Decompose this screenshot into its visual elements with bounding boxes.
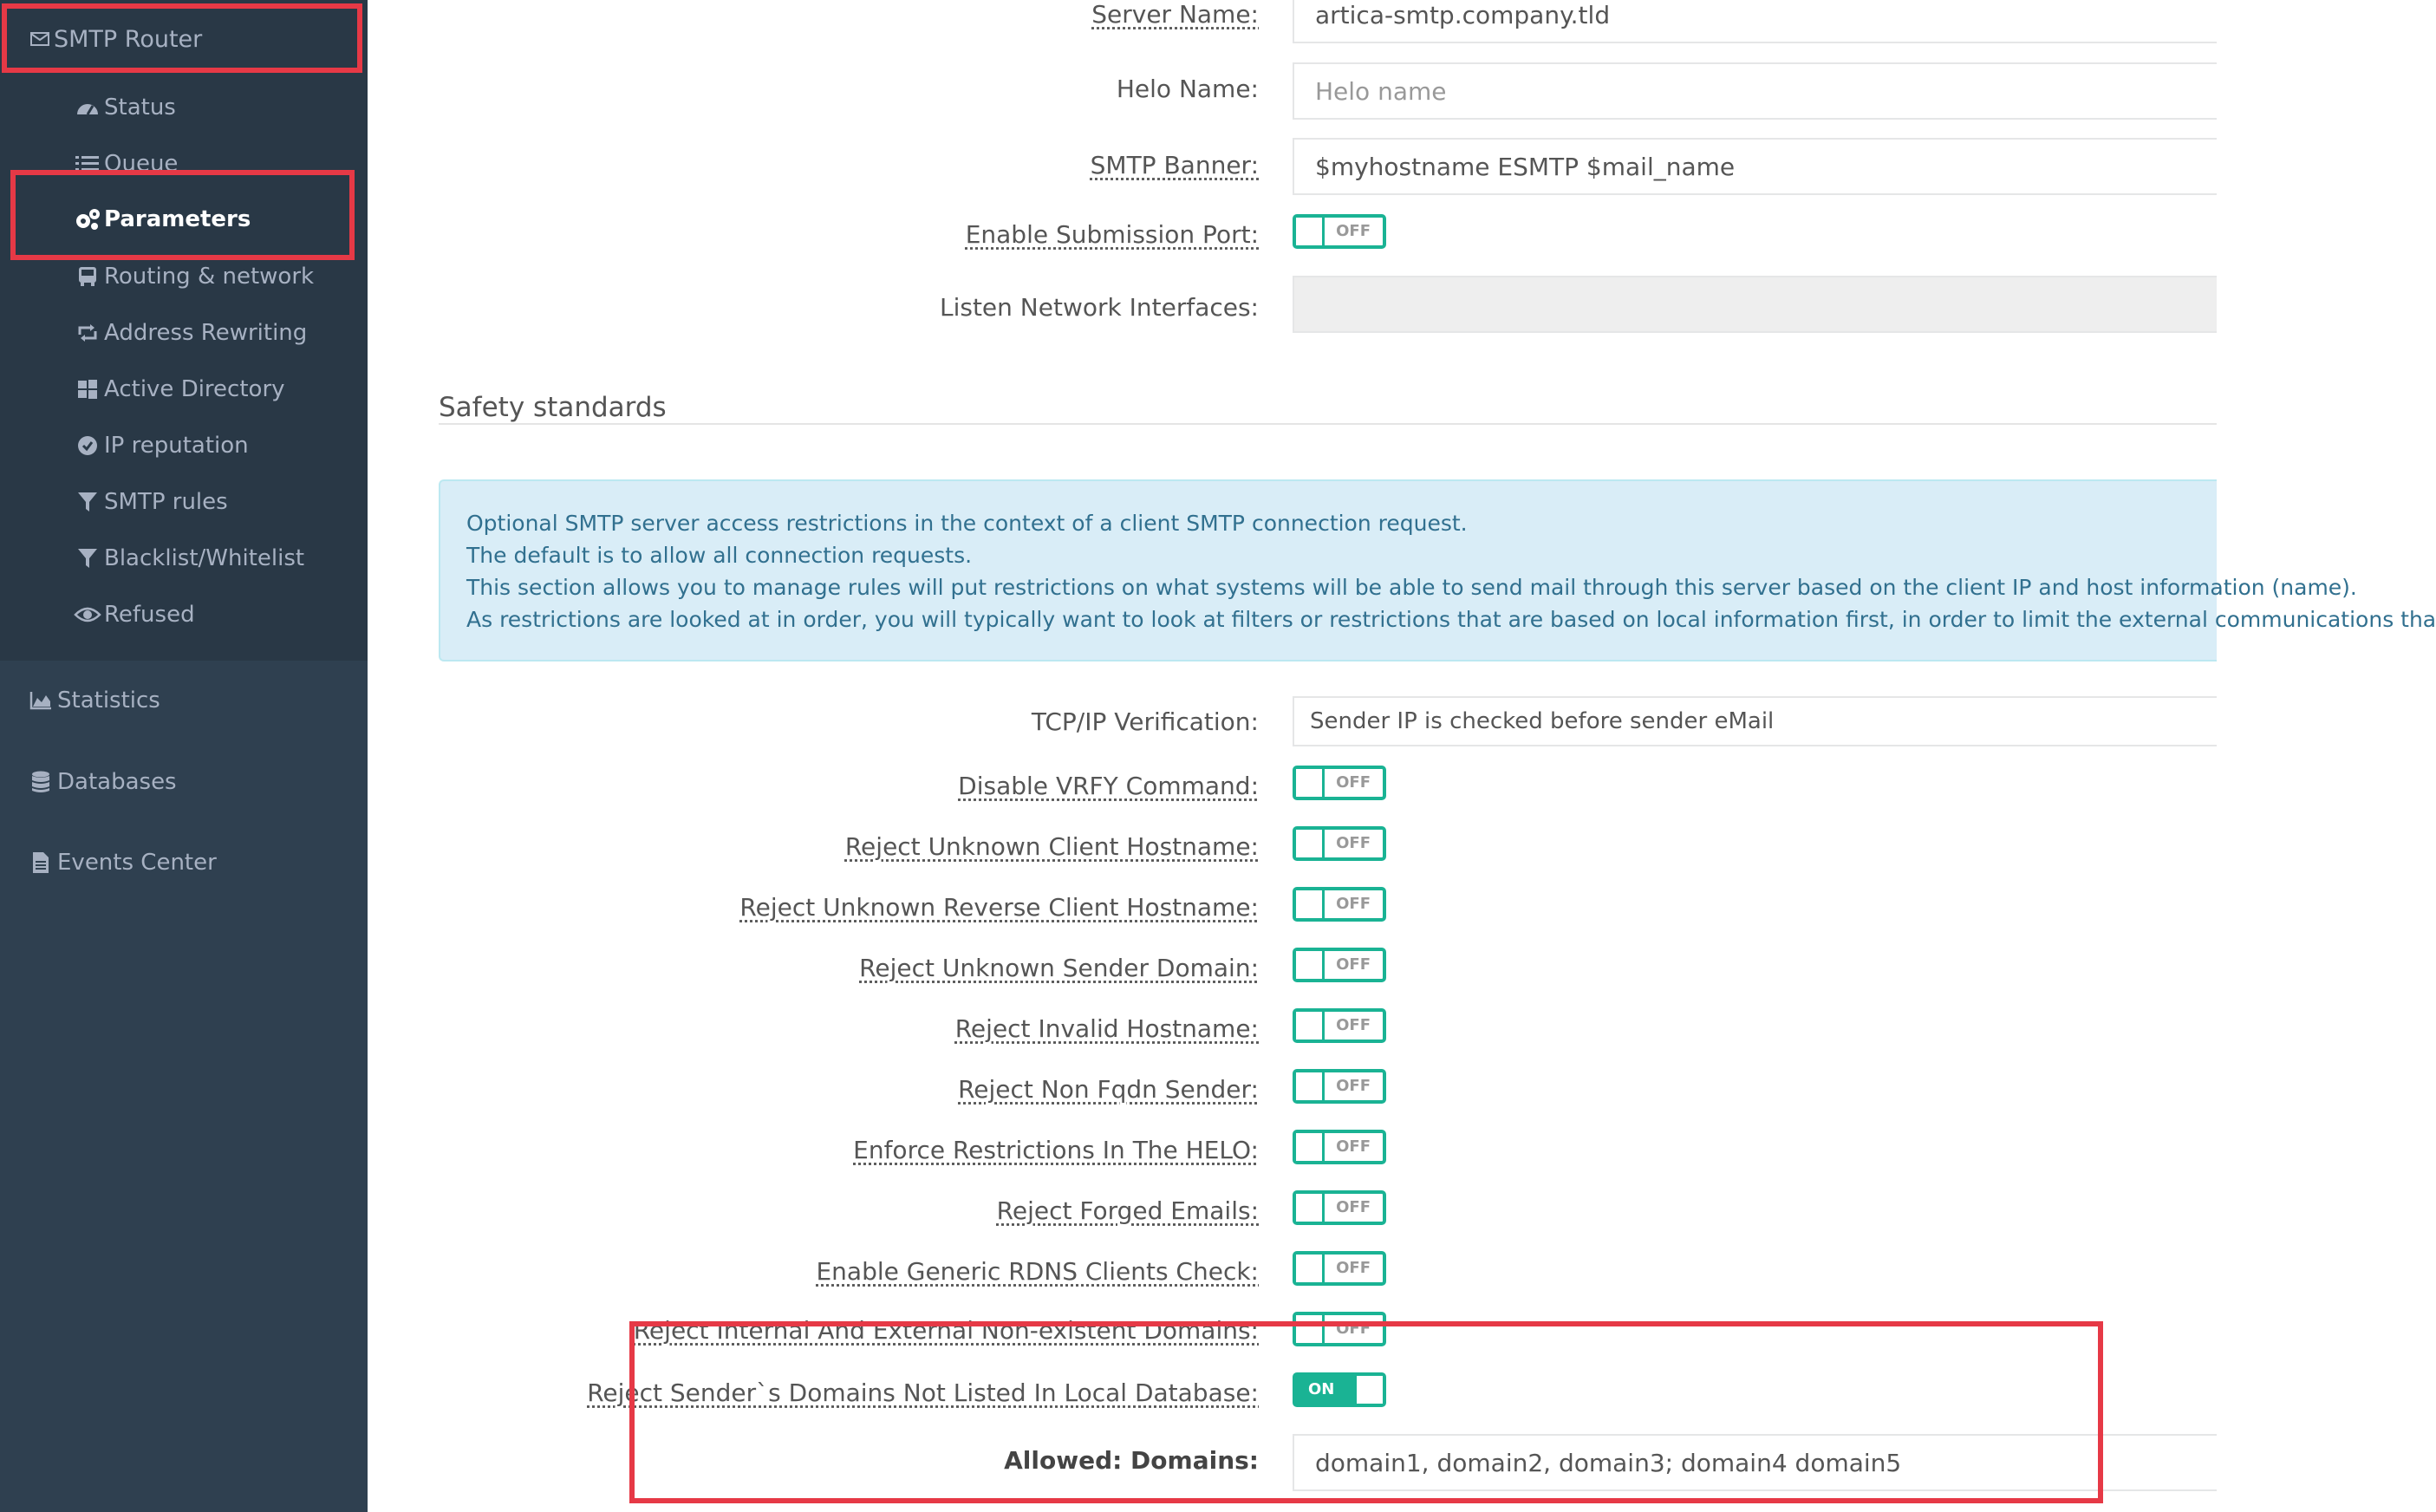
smtp-banner-input[interactable]: $myhostname ESMTP $mail_name <box>1293 138 2217 195</box>
sidebar-item-label: Parameters <box>104 206 251 232</box>
toggle-knob <box>1296 1133 1325 1161</box>
sidebar-item-statistics[interactable] <box>0 675 368 727</box>
sidebar <box>0 0 368 1512</box>
toggle-label: Reject Internal And External Non-existent Domains: <box>633 1316 1259 1345</box>
toggle-label: Reject Forged Emails: <box>996 1196 1259 1225</box>
sidebar-item-label: SMTP rules <box>104 489 228 515</box>
sidebar-item-databases[interactable] <box>0 756 368 808</box>
toggle-state: OFF <box>1336 1198 1371 1216</box>
sidebar-item-label: Queue <box>104 151 179 177</box>
sidebar-item-label: Events Center <box>57 850 217 876</box>
toggle-knob <box>1296 1315 1325 1343</box>
toggle-label: Reject Unknown Reverse Client Hostname: <box>739 893 1259 922</box>
filter-icon <box>75 546 101 570</box>
reject-invalid-hostname-toggle[interactable] <box>1293 1008 1386 1043</box>
reject-nonexistent-domains-toggle[interactable] <box>1293 1312 1386 1346</box>
sidebar-item-address-rewriting[interactable] <box>0 307 368 359</box>
info-line: Optional SMTP server access restrictions in the context of a client SMTP connection request. <box>466 511 1468 536</box>
sidebar-item-status[interactable] <box>0 81 368 134</box>
enforce-helo-restrictions-toggle[interactable] <box>1293 1130 1386 1164</box>
reject-unknown-sender-domain-toggle[interactable] <box>1293 948 1386 982</box>
submission-port-toggle[interactable] <box>1293 214 1386 249</box>
toggle-knob <box>1296 1072 1325 1100</box>
sidebar-item-label: Address Rewriting <box>104 320 308 346</box>
database-icon <box>29 771 52 793</box>
toggle-state: OFF <box>1336 1016 1371 1034</box>
toggle-label: Reject Unknown Sender Domain: <box>859 954 1259 982</box>
sidebar-item-active-directory[interactable] <box>0 363 368 415</box>
sidebar-item-routing-network[interactable] <box>0 251 368 303</box>
file-icon <box>29 851 52 874</box>
toggle-knob <box>1296 218 1325 245</box>
sidebar-item-label: IP reputation <box>104 433 249 459</box>
listen-interfaces-label: Listen Network Interfaces: <box>939 293 1259 322</box>
section-divider <box>439 423 2217 425</box>
reject-unlisted-sender-domains-toggle[interactable] <box>1293 1372 1386 1407</box>
filter-icon <box>75 490 101 514</box>
sidebar-item-label: Blacklist/Whitelist <box>104 545 305 571</box>
toggle-label: Reject Non Fqdn Sender: <box>958 1075 1259 1104</box>
allowed-domains-input[interactable]: domain1, domain2, domain3; domain4 domain5 <box>1293 1434 2217 1491</box>
toggle-knob <box>1296 830 1325 857</box>
sidebar-item-label: Routing & network <box>104 264 315 290</box>
toggle-label: Reject Invalid Hostname: <box>954 1014 1259 1043</box>
sidebar-item-smtp-rules[interactable] <box>0 476 368 528</box>
retweet-icon <box>75 321 101 345</box>
info-line: As restrictions are looked at in order, you will typically want to look at filters or restrictions that are based on local information first, in order to limit the external communications tha <box>466 607 2436 632</box>
toggle-knob <box>1296 1255 1325 1282</box>
certificate-icon <box>75 433 101 458</box>
toggle-state: OFF <box>1336 895 1371 913</box>
toggle-knob <box>1296 1194 1325 1222</box>
server-name-input[interactable]: artica-smtp.company.tld <box>1293 0 2217 43</box>
area-chart-icon <box>29 689 52 712</box>
info-line: The default is to allow all connection requests. <box>466 543 973 568</box>
submission-port-label: Enable Submission Port: <box>965 220 1259 249</box>
toggle-label: Disable VRFY Command: <box>958 772 1259 800</box>
toggle-state: OFF <box>1336 1259 1371 1277</box>
dashboard-icon <box>75 95 101 120</box>
toggle-knob <box>1296 890 1325 918</box>
generic-rdns-check-toggle[interactable] <box>1293 1251 1386 1286</box>
allowed-domains-label: Allowed: Domains: <box>1004 1446 1259 1475</box>
toggle-knob <box>1296 769 1325 797</box>
sidebar-item-smtp-router[interactable] <box>0 0 368 78</box>
toggle-state: OFF <box>1336 1077 1371 1095</box>
eye-icon <box>75 603 101 627</box>
toggle-knob <box>1296 1012 1325 1040</box>
sidebar-expanded-section <box>0 0 368 661</box>
toggle-label: Reject Sender`s Domains Not Listed In Local Database: <box>587 1378 1259 1407</box>
bus-icon <box>75 264 101 289</box>
info-line: This section allows you to manage rules will put restrictions on what systems will be able to send mail through this server based on the client IP and host information (name). <box>466 575 2357 600</box>
section-title: Safety standards <box>439 392 667 423</box>
toggle-state: OFF <box>1336 1320 1371 1338</box>
reject-unknown-reverse-client-hostname-toggle[interactable] <box>1293 887 1386 922</box>
sidebar-item-label: Status <box>104 94 176 121</box>
sidebar-item-label: Databases <box>57 769 177 795</box>
windows-icon <box>75 377 101 401</box>
tcpip-verification-select[interactable]: Sender IP is checked before sender eMail <box>1293 696 2217 746</box>
sidebar-item-refused[interactable] <box>0 589 368 641</box>
toggle-knob <box>1354 1376 1383 1404</box>
sidebar-item-queue[interactable] <box>0 138 368 190</box>
gears-icon <box>75 207 101 231</box>
toggle-knob <box>1296 951 1325 979</box>
toggle-state: OFF <box>1336 955 1371 974</box>
helo-name-label: Helo Name: <box>1116 75 1259 103</box>
toggle-state: OFF <box>1336 773 1371 792</box>
list-icon <box>75 152 101 176</box>
reject-unknown-client-hostname-toggle[interactable] <box>1293 826 1386 861</box>
smtp-banner-label: SMTP Banner: <box>1090 151 1259 179</box>
reject-forged-emails-toggle[interactable] <box>1293 1190 1386 1225</box>
sidebar-item-label: SMTP Router <box>54 25 203 53</box>
sidebar-item-parameters[interactable] <box>0 193 368 245</box>
helo-name-input[interactable]: Helo name <box>1293 62 2217 120</box>
toggle-label: Enable Generic RDNS Clients Check: <box>816 1257 1259 1286</box>
toggle-state: OFF <box>1336 834 1371 852</box>
envelope-icon <box>29 29 50 49</box>
sidebar-item-events-center[interactable] <box>0 837 368 889</box>
sidebar-item-ip-reputation[interactable] <box>0 420 368 472</box>
disable-vrfy-toggle[interactable] <box>1293 766 1386 800</box>
listen-interfaces-input[interactable] <box>1293 276 2217 333</box>
info-alert <box>439 479 2436 662</box>
toggle-state: OFF <box>1336 222 1371 240</box>
tcpip-verification-label: TCP/IP Verification: <box>1031 707 1259 736</box>
sidebar-item-label: Statistics <box>57 688 160 714</box>
toggle-label: Enforce Restrictions In The HELO: <box>853 1136 1259 1164</box>
sidebar-item-label: Refused <box>104 602 195 628</box>
server-name-label: Server Name: <box>1091 0 1259 29</box>
sidebar-item-label: Active Directory <box>104 376 285 402</box>
toggle-state: OFF <box>1336 1137 1371 1156</box>
sidebar-item-blacklist-whitelist[interactable] <box>0 532 368 584</box>
reject-non-fqdn-sender-toggle[interactable] <box>1293 1069 1386 1104</box>
toggle-state: ON <box>1308 1380 1335 1398</box>
toggle-label: Reject Unknown Client Hostname: <box>844 832 1259 861</box>
